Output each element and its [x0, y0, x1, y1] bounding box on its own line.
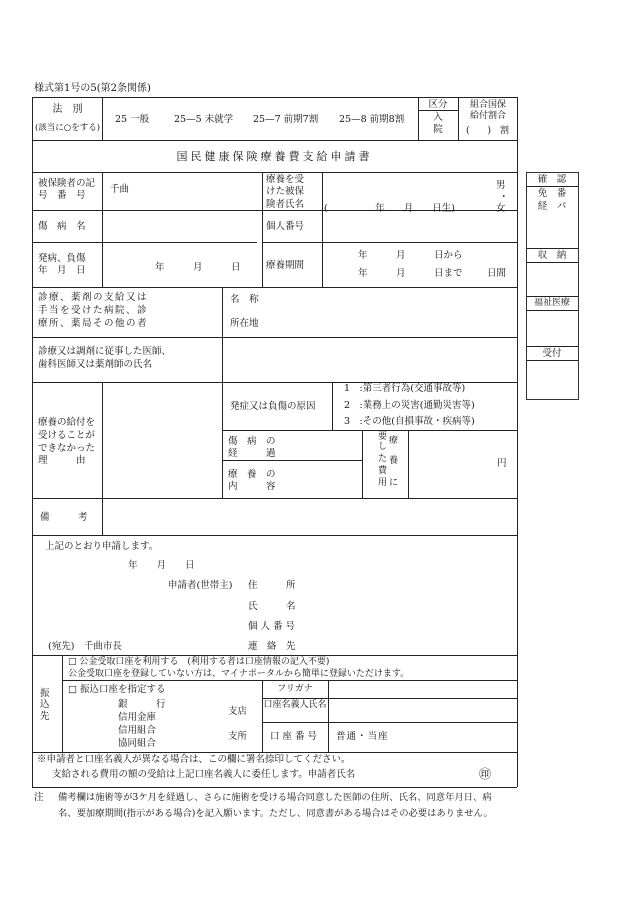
ratio-field[interactable]: ( ): [466, 126, 492, 136]
option-specify-account[interactable]: □ 振込口座を指定する: [68, 684, 166, 695]
furigana-label: フリガナ: [277, 684, 313, 694]
sex-male[interactable]: 男: [496, 180, 506, 191]
provider-address-label: 所在地: [230, 318, 259, 329]
kigo-label: 被保険者の記 号 番 号: [38, 178, 96, 201]
onset-label: 発病、負傷 年 月 日: [38, 253, 86, 276]
application-date[interactable]: 年 月 日: [128, 560, 195, 571]
applicant-kojin-label: 個 人 番 号: [248, 621, 296, 632]
side-uketsuke: 受付: [542, 348, 562, 359]
bank-type-4[interactable]: 協同組合: [118, 738, 157, 749]
bank-type-3[interactable]: 信用組合: [118, 725, 157, 736]
biko-label: 備 考: [40, 512, 88, 523]
footnote-label: 注: [34, 792, 44, 803]
option-public-account-note: 公金受取口座を登録していない方は、マイナポータルから簡単に登録いただけます。: [68, 669, 410, 679]
kumiai-label: 組合国保 給付割合: [469, 100, 506, 122]
contact-label: 連 絡 先: [248, 641, 296, 652]
footnote-line-2: 名、要加療期間(指示がある場合)を記入願います。ただし、同意書がある場合はその必要はありません。: [58, 808, 493, 819]
bank-type-1[interactable]: 銀 行: [118, 699, 166, 710]
delegation-note: ※申請者と口座名義人が異なる場合は、この欄に署名捺印してください。: [37, 754, 351, 765]
side-shuno: 収 納: [537, 250, 567, 261]
applicant-label: 申請者(世帯主): [168, 580, 233, 591]
statement: 上記のとおり申請します。: [45, 541, 159, 552]
ratio-unit: 割: [500, 126, 510, 136]
houbetsu-option-3[interactable]: 25—7 前期7割: [253, 114, 319, 125]
provider-name-label: 名 称: [230, 294, 259, 305]
bank-type-2[interactable]: 信用金庫: [118, 712, 157, 723]
onset-value[interactable]: 年 月 日: [155, 262, 241, 273]
reason-label: 療養の給付を 受けることが できなかった 理 由: [38, 417, 96, 467]
houbetsu-option-2[interactable]: 25—5 未就学: [174, 114, 234, 125]
cause-option-2[interactable]: 2 :業務上の災害(通勤災害等): [344, 400, 475, 411]
period-to[interactable]: 年 月 日まで: [358, 268, 463, 279]
houbetsu-option-1[interactable]: 25 一般: [115, 114, 150, 125]
side-keipa: 経 パ: [537, 201, 567, 212]
cause-option-1[interactable]: 1 :第三者行為(交通事故等): [344, 383, 466, 394]
sex-dot: ・: [499, 192, 509, 203]
applicant-address-label: 住 所: [248, 580, 296, 591]
kojin-label: 個人番号: [266, 221, 305, 232]
provider-label: 診療、薬剤の支給又は 手当を受けた病院、診 療所、薬局その他の者: [38, 292, 149, 329]
account-type[interactable]: 普通・当座: [336, 731, 389, 742]
page-title: 国民健康保険療養費支給申請書: [176, 150, 373, 163]
delegation-statement: 支給される費用の額の受給は上記口座名義人に委任します。申請者氏名: [52, 769, 356, 780]
doctor-label: 診療又は調剤に従事した医師、 歯科医師又は薬剤師の氏名: [38, 346, 172, 370]
houbetsu-note: (該当に○をする): [34, 123, 101, 133]
kubun-value: 入 院: [433, 112, 443, 135]
naiyo-label: 療 養 の 内 容: [228, 469, 276, 493]
patient-label: 療養を受 けた被保 険者氏名: [266, 174, 305, 210]
applicant-name-label: 氏 名: [248, 601, 296, 612]
houbetsu-option-4[interactable]: 25—8 前期8割: [339, 114, 405, 125]
period-from[interactable]: 年 月 日から: [358, 250, 463, 261]
account-label: 口座番号: [269, 731, 320, 742]
disease-label: 傷 病 名: [38, 221, 86, 232]
side-menban: 免 番: [537, 188, 567, 199]
period-days: 日間: [487, 268, 507, 279]
kubun-label: 区分: [428, 99, 448, 110]
side-kakunin: 確 認: [537, 174, 567, 185]
houbetsu-label: 法 別: [52, 104, 83, 115]
cost-label: 要 し た 費 用 療 養 に: [378, 432, 399, 488]
cause-option-3[interactable]: 3 :その他(自損事故・疾病等): [344, 416, 475, 427]
birth-line[interactable]: ( 年 月 日生): [324, 203, 455, 214]
footnote-line-1: 備考欄は施術等が3ケ月を経過し、さらに施術を受ける場合同意した医師の住所、氏名、同意年月日、病: [58, 792, 492, 803]
period-label: 療養期間: [266, 260, 305, 271]
keika-label: 傷 病 の 経 過: [228, 436, 276, 460]
seal-mark: ㊞: [479, 767, 492, 781]
option-public-account[interactable]: □ 公金受取口座を利用する (利用する者は口座情報の記入不要): [68, 657, 330, 667]
form-code: 様式第1号の5(第2条関係): [34, 83, 151, 94]
transfer-label: 振 込 先: [40, 688, 50, 722]
cost-yen: 円: [497, 458, 507, 469]
branch-label-2: 支所: [228, 731, 248, 742]
kigo-value[interactable]: 千曲: [110, 184, 130, 195]
holder-label: 口座名義人氏名: [263, 700, 327, 710]
sex-female[interactable]: 女: [496, 203, 506, 214]
branch-label-1: 支店: [228, 706, 248, 717]
addressee: (宛先) 千曲市長: [48, 641, 122, 652]
cause-label: 発症又は負傷の原因: [230, 401, 316, 412]
side-fukushi: 福祉医療: [533, 298, 570, 308]
